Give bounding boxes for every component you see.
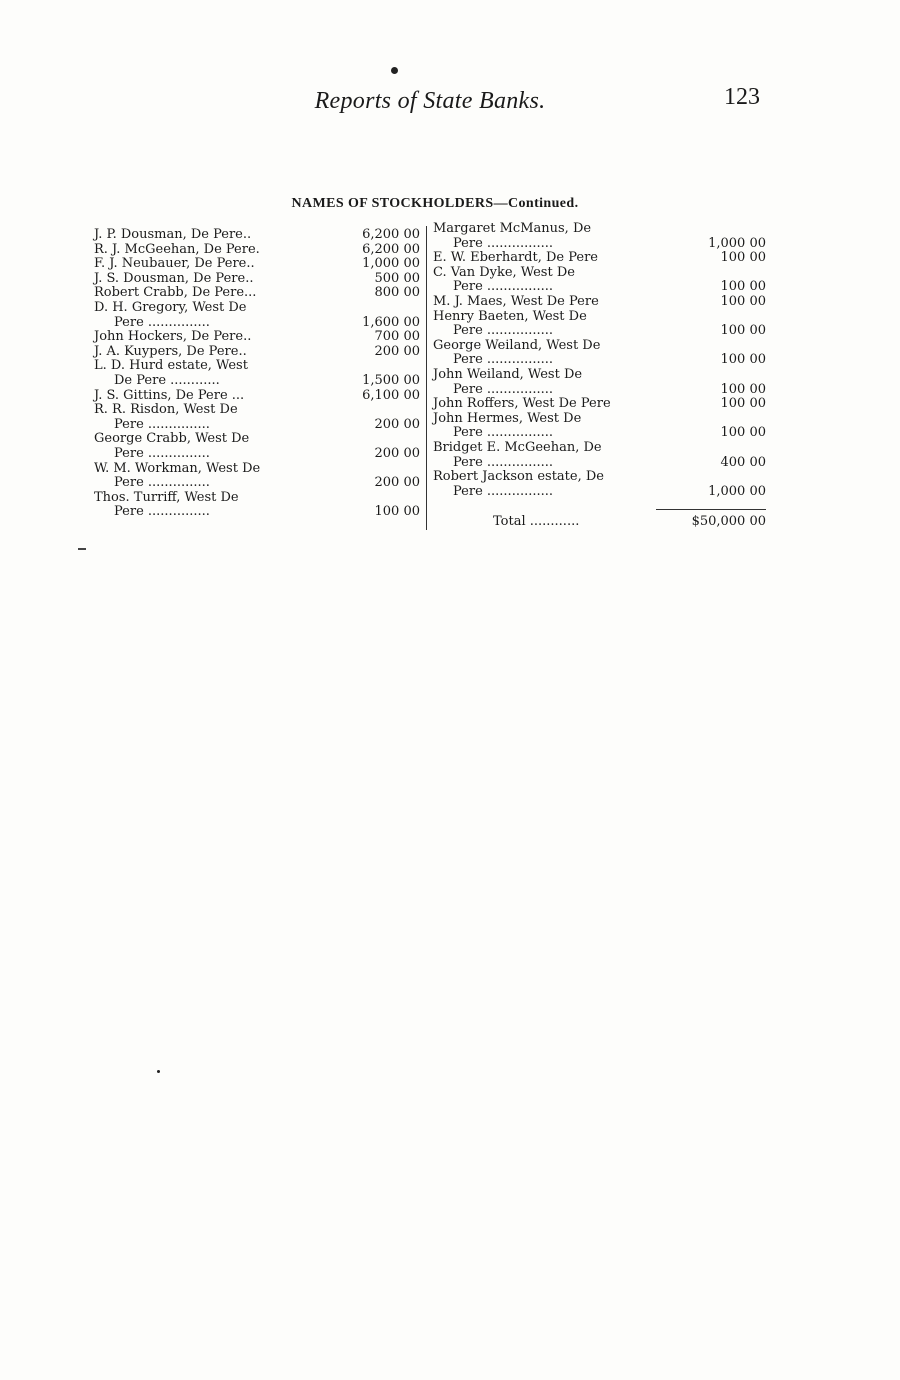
stockholder-name-line: Pere ................ [453,352,554,368]
stockholder-name-line: Pere ................ [453,454,554,470]
left-stockholder-entry [94,286,420,301]
total-rule [656,509,766,510]
left-stockholder-entry [94,491,420,520]
right-stockholder-entry [433,368,766,397]
right-stockholder-entry [433,310,766,339]
stockholder-name-line: John Hockers, De Pere.. [94,329,252,345]
stockholder-name-line: Bridget E. McGeehan, De [433,439,602,455]
left-stockholder-entry [94,345,420,360]
stock-amount: 200 00 [374,475,420,491]
right-stockholder-entry [433,412,766,441]
stock-amount: 200 00 [374,445,420,461]
right-stockholder-entry [433,441,766,470]
left-stockholder-entry [94,462,420,491]
stockholder-name-line: L. D. Hurd estate, West [94,358,248,374]
left-stockholder-entry [94,243,420,258]
margin-mark [78,548,86,550]
left-stockholder-entry [94,403,420,432]
stockholder-name-line: Pere ................ [453,235,554,251]
stockholders-right-column [433,222,766,499]
stock-amount: 100 00 [720,279,766,295]
stock-amount: 100 00 [720,425,766,441]
stock-amount: 1,000 00 [362,256,420,272]
left-stockholder-entry [94,330,420,345]
right-stockholder-entry [433,339,766,368]
left-stockholder-entry [94,359,420,388]
right-stockholder-entry [433,266,766,295]
right-stockholder-entry [433,295,766,310]
stock-amount: 100 00 [720,352,766,368]
stockholder-name-line: R. R. Risdon, West De [94,402,238,418]
stockholder-name-line: J. P. Dousman, De Pere.. [94,227,252,242]
stockholder-name-line: Pere ............... [114,314,210,330]
stockholder-name-line: Pere ................ [453,279,554,295]
page-number: 123 [724,84,760,110]
right-stockholder-entry [433,251,766,266]
column-divider [426,226,427,530]
total-label: Total ............ [493,514,580,529]
stockholder-name-line: Pere ................ [453,425,554,441]
section-heading: NAMES OF STOCKHOLDERS—Continued. [291,196,579,211]
stockholder-name-line: De Pere ............ [114,372,220,388]
stock-amount: 6,100 00 [362,387,420,403]
stockholder-name-line: R. J. McGeehan, De Pere. [94,241,260,257]
stock-amount: 100 00 [374,504,420,520]
stock-amount: 6,200 00 [362,227,420,242]
stock-amount: 100 00 [720,323,766,339]
stockholder-name-line: Thos. Turriff, West De [94,489,239,505]
running-head-title: Reports of State Banks. [314,88,546,114]
stockholder-name-line: Pere ............... [114,504,210,520]
left-stockholder-entry [94,228,420,243]
stockholder-name-line: E. W. Eberhardt, De Pere [433,250,598,266]
stock-amount: 100 00 [720,381,766,397]
left-stockholder-entry [94,272,420,287]
stockholder-name-line: John Hermes, West De [433,410,582,426]
stockholder-name-line: D. H. Gregory, West De [94,299,247,315]
stockholder-name-line: Margaret McManus, De [433,221,592,236]
stock-amount: 1,000 00 [708,483,766,499]
left-stockholder-entry [94,432,420,461]
stock-amount: 100 00 [720,293,766,309]
top-mark-dot [391,67,398,74]
stock-amount: 6,200 00 [362,241,420,257]
stockholder-name-line: Robert Crabb, De Pere... [94,285,257,301]
stock-amount: 1,600 00 [362,314,420,330]
stock-amount: 500 00 [374,270,420,286]
right-stockholder-entry [433,222,766,251]
right-stockholder-entry [433,470,766,499]
stock-amount: 200 00 [374,343,420,359]
left-stockholder-entry [94,389,420,404]
stockholders-left-column [94,228,420,520]
total-amount: $50,000 00 [691,514,766,529]
stockholder-name-line: J. S. Dousman, De Pere.. [94,270,254,286]
stock-amount: 800 00 [374,285,420,301]
stockholder-name-line: Henry Baeten, West De [433,308,587,324]
left-stockholder-entry [94,301,420,330]
stockholder-name-line: Pere ............... [114,445,210,461]
stockholder-name-line: Pere ................ [453,323,554,339]
stockholder-name-line: Pere ............... [114,475,210,491]
stockholder-name-line: Robert Jackson estate, De [433,469,604,485]
stockholder-name-line: John Weiland, West De [433,366,583,382]
speck-dot [157,1070,160,1073]
stockholder-name-line: F. J. Neubauer, De Pere.. [94,256,255,272]
stock-amount: 100 00 [720,250,766,266]
stockholder-name-line: M. J. Maes, West De Pere [433,293,599,309]
stockholder-name-line: Pere ................ [453,381,554,397]
left-stockholder-entry [94,257,420,272]
right-stockholder-entry [433,397,766,412]
stockholder-name-line: George Weiland, West De [433,337,601,353]
stock-amount: 1,500 00 [362,372,420,388]
stockholder-name-line: J. S. Gittins, De Pere ... [94,387,245,403]
stock-amount: 100 00 [720,396,766,412]
stockholder-name-line: George Crabb, West De [94,431,250,447]
stock-amount: 200 00 [374,416,420,432]
stockholder-name-line: Pere ................ [453,483,554,499]
stock-amount: 700 00 [374,329,420,345]
stockholder-name-line: J. A. Kuypers, De Pere.. [94,343,247,359]
stock-amount: 1,000 00 [708,235,766,251]
stockholder-name-line: W. M. Workman, West De [94,460,261,476]
stockholder-name-line: Pere ............... [114,416,210,432]
stock-amount: 400 00 [720,454,766,470]
stockholder-name-line: John Roffers, West De Pere [433,396,611,412]
stockholder-name-line: C. Van Dyke, West De [433,264,575,280]
